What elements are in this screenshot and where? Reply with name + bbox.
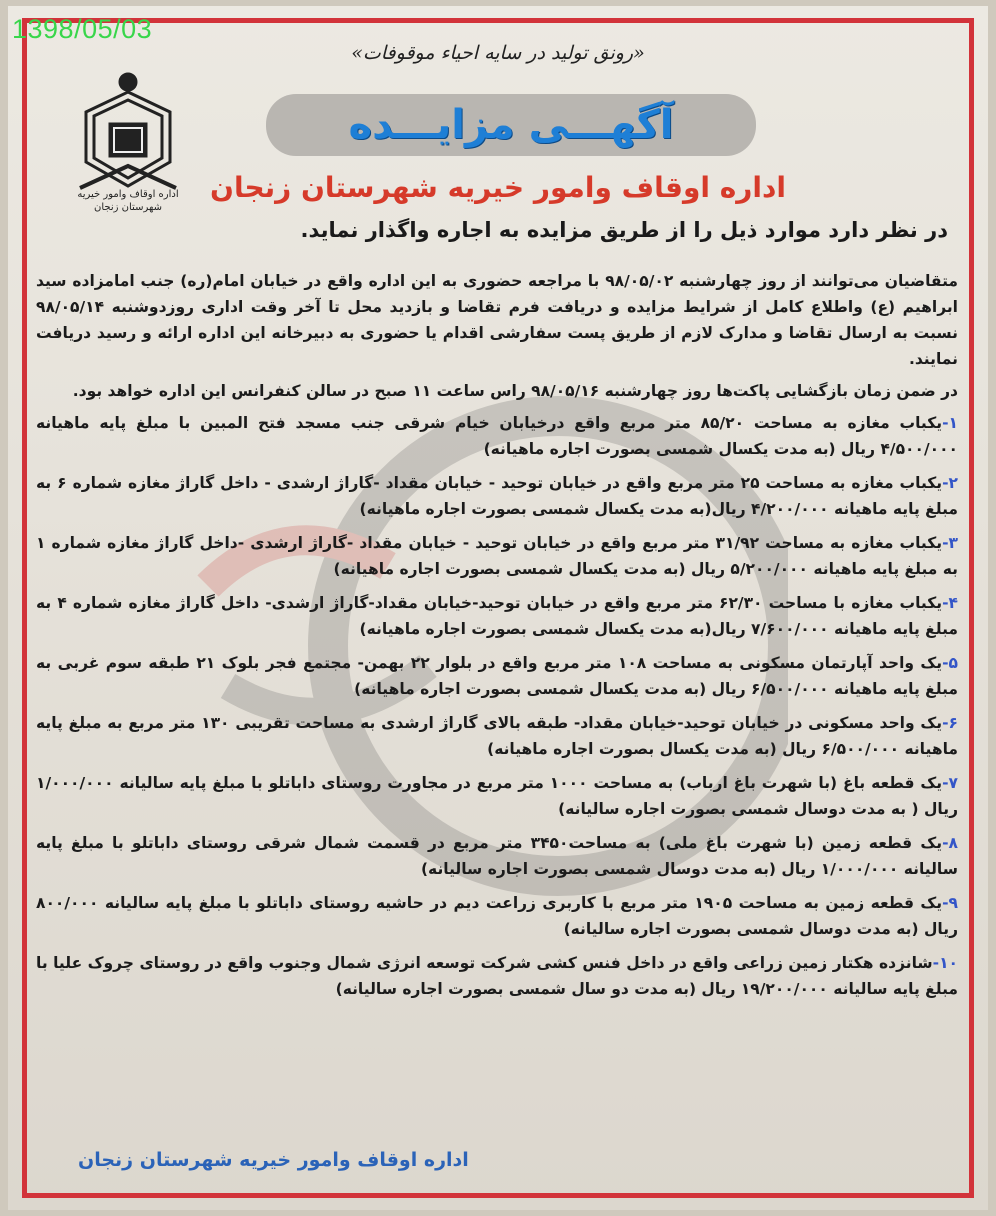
motto: «رونق تولید در سایه احیاء موقوفات» [351, 42, 645, 64]
headline: آگهـــی مزایـــده [348, 102, 674, 148]
item-text: یکباب مغازه به مساحت ۳۱/۹۲ متر مربع واقع در خیابان توحید - خیابان مقداد -گاراژ ارشدی -داخل گاراژ مغازه شماره ۱ به مبلغ پایه ماهیانه ۵/۲۰۰/۰۰۰ ریال (به مدت یکسال شمسی بصورت اجاره ماهیانه) [36, 534, 958, 578]
item-number: ۵- [942, 654, 958, 672]
list-item [36, 770, 958, 822]
item-number: ۳- [942, 534, 959, 552]
paragraph-opening: در ضمن زمان بازگشایی پاکت‌ها روز چهارشنبه ۹۸/۰۵/۱۶ راس ساعت ۱۱ صبح در سالن کنفرانس این اداره خواهد بود. [72, 382, 958, 400]
footer-signature: اداره اوقاف وامور خیریه شهرستان زنجان [78, 1149, 469, 1171]
list-item [36, 950, 958, 1002]
item-text: یک قطعه باغ (با شهرت باغ ارباب) به مساحت ۱۰۰۰ متر مربع در مجاورت روستای داباتلو با مبلغ پایه سالیانه ۱/۰۰۰/۰۰۰ ریال ( به مدت دوسال شمسی بصورت اجاره سالیانه) [36, 774, 958, 818]
list-item [36, 890, 958, 942]
logo-caption: اداره اوقاف وامور خیریه شهرستان زنجان [77, 189, 179, 213]
item-text: یکباب مغازه به مساحت ۸۵/۲۰ متر مربع واقع درخیابان خیام شرقی جنب مسجد فتح المبین با مبلغ پایه ماهیانه ۴/۵۰۰/۰۰۰ ریال (به مدت یکسال شمسی بصورت اجاره ماهیانه) [36, 414, 958, 458]
item-text: یکباب مغازه به مساحت ۲۵ متر مربع واقع در خیابان توحید - خیابان مقداد -گاراژ ارشدی - داخل گاراژ مغازه شماره ۶ به مبلغ پایه ماهیانه ۴/۲۰۰/۰۰۰ ریال(به مدت یکسال شمسی بصورت اجاره ماهیانه) [36, 474, 958, 518]
item-number: ۱- [942, 414, 958, 432]
list-item [36, 470, 958, 522]
paragraph-application: متقاضیان می‌توانند از روز چهارشنبه ۹۸/۰۵/۰۲ با مراجعه حضوری به این اداره واقع در خیابان امام(ره) جنب امامزاده سید ابراهیم (ع) واطلاع کامل از شرایط مزایده و دریافت فرم تقاضا و بازدید محل تا آخر وقت اداری روزدوشنبه ۹۸/۰۵/۱۴ نسبت به ارسال تقاضا و مدارک لازم از طریق پست سفارشی اقدام یا حضوری به دبیرخانه این اداره ارائه و رسید دریافت نمایند. [36, 272, 958, 368]
date-stamp: 1398/05/03 [12, 14, 153, 44]
list-item [36, 410, 958, 462]
list-item [36, 830, 958, 882]
item-text: یکباب مغازه با مساحت ۶۲/۳۰ متر مربع واقع در خیابان توحید-خیابان مقداد-گاراژ ارشدی- داخل گاراژ مغازه شماره ۴ به مبلغ پایه ماهیانه ۷/۶۰۰/۰۰۰ ریال(به مدت یکسال شمسی بصورت اجاره ماهیانه) [36, 594, 958, 638]
headline-banner [266, 94, 756, 156]
item-number: ۷- [942, 774, 958, 792]
list-item [36, 710, 958, 762]
announcement-body [36, 268, 958, 1010]
item-number: ۴- [942, 594, 958, 612]
item-text: یک قطعه زمین (با شهرت باغ ملی) به مساحت۳۴۵۰ متر مربع در قسمت شمال شرقی روستای داباتلو با مبلغ پایه سالیانه ۱/۰۰۰/۰۰۰ ریال (به مدت دوسال شمسی بصورت اجاره سالیانه) [36, 834, 958, 878]
item-text: یک واحد آپارتمان مسکونی به مساحت ۱۰۸ متر مربع واقع در بلوار ۲۲ بهمن- مجتمع فجر بلوک ۲۱ طبقه سوم غربی به مبلغ پایه ماهیانه ۶/۵۰۰/۰۰۰ ریال (به مدت یکسال شمسی بصورت اجاره ماهیانه) [36, 654, 958, 698]
list-item [36, 590, 958, 642]
item-text: یک قطعه زمین به مساحت ۱۹۰۵ متر مربع با کاربری زراعت دیم در حاشیه روستای داباتلو با مبلغ پایه سالیانه ۸۰۰/۰۰۰ ریال (به مدت دوسال شمسی بصورت اجاره سالیانه) [36, 894, 958, 938]
intro-line: در نظر دارد موارد ذیل را از طریق مزایده به اجاره واگذار نماید. [300, 218, 948, 242]
item-number: ۶- [942, 714, 958, 732]
item-number: ۹- [942, 894, 958, 912]
newspaper-clipping [8, 6, 988, 1210]
item-number: ۸- [942, 834, 958, 852]
list-item [36, 530, 958, 582]
item-text: یک واحد مسکونی در خیابان توحید-خیابان مقداد- طبقه بالای گاراژ ارشدی به مساحت تقریبی ۱۳۰ متر مربع به مبلغ پایه ماهیانه ۶/۵۰۰/۰۰۰ ریال (به مدت یکسال بصورت اجاره ماهیانه) [36, 714, 958, 758]
list-item [36, 650, 958, 702]
organization-title: اداره اوقاف وامور خیریه شهرستان زنجان [210, 171, 786, 204]
item-text: شانزده هکتار زمین زراعی واقع در داخل فنس کشی شرکت توسعه انرژی شمال وجنوب واقع در روستای چروک علیا با مبلغ پایه سالیانه ۱۹/۲۰۰/۰۰۰ ریال (به مدت دو سال شمسی بصورت اجاره سالیانه) [36, 954, 958, 998]
item-number: ۲- [942, 474, 959, 492]
item-number: ۱۰- [932, 954, 958, 972]
